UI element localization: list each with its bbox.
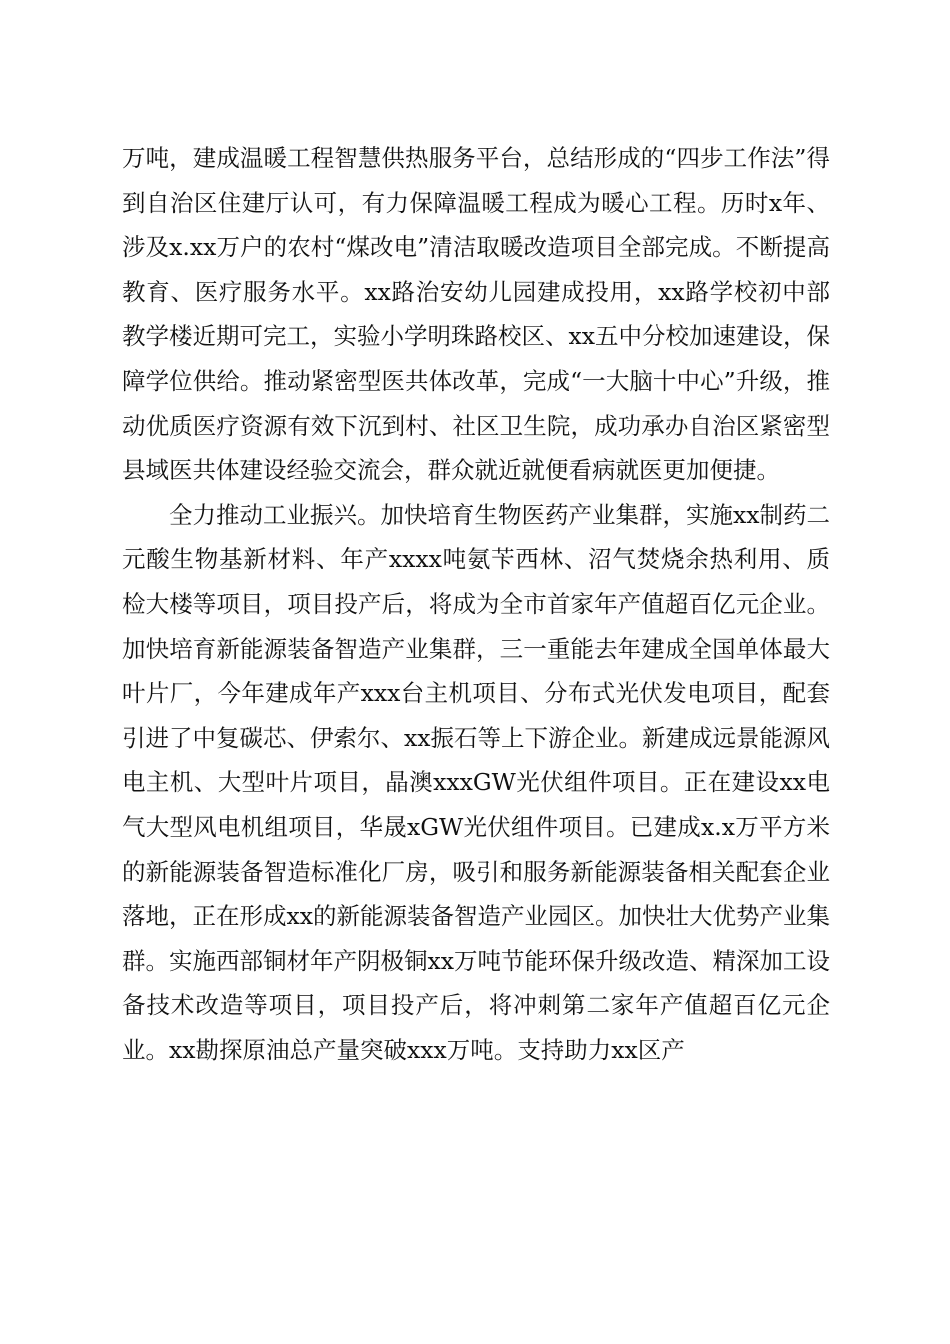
body-text [122,136,830,1072]
paragraph-1: 万吨，建成温暖工程智慧供热服务平台，总结形成的“四步工作法”得到自治区住建厅认可，有力保障温暖工程成为暖心工程。历时x年、涉及x.xx万户的农村“煤改电”清洁取暖改造项目全部完成。不断提高教育、医疗服务水平。xx路治安幼儿园建成投用，xx路学校初中部教学楼近期可完工，实验小学明珠路校区、xx五中分校加速建设，保障学位供给。推动紧密型医共体改革，完成“一大脑十中心”升级，推动优质医疗资源有效下沉到村、社区卫生院，成功承办自治区紧密型县域医共体建设经验交流会，群众就近就便看病就医更加便捷。 [122,144,831,485]
paragraph-2: 全力推动工业振兴。加快培育生物医药产业集群，实施xx制药二元酸生物基新材料、年产xxxx吨氨苄西林、沼气焚烧余热利用、质检大楼等项目，项目投产后，将成为全市首家年产值超百亿元企业。加快培育新能源装备智造产业集群，三一重能去年建成全国单体最大叶片厂，今年建成年产xxx台主机项目、分布式光伏发电项目，配套引进了中复碳芯、伊索尔、xx振石等上下游企业。新建成远景能源风电主机、大型叶片项目，晶澳xxxGW光伏组件项目。正在建设xx电气大型风电机组项目，华晟xGW光伏组件项目。已建成x.x万平方米的新能源装备智造标准化厂房，吸引和服务新能源装备相关配套企业落地，正在形成xx的新能源装备智造产业园区。加快壮大优势产业集群。实施西部铜材年产阴极铜xx万吨节能环保升级改造、精深加工设备技术改造等项目，项目投产后，将冲刺第二家年产值超百亿元企业。xx勘探原油总产量突破xxx万吨。支持助力xx区产 [122,500,831,1064]
